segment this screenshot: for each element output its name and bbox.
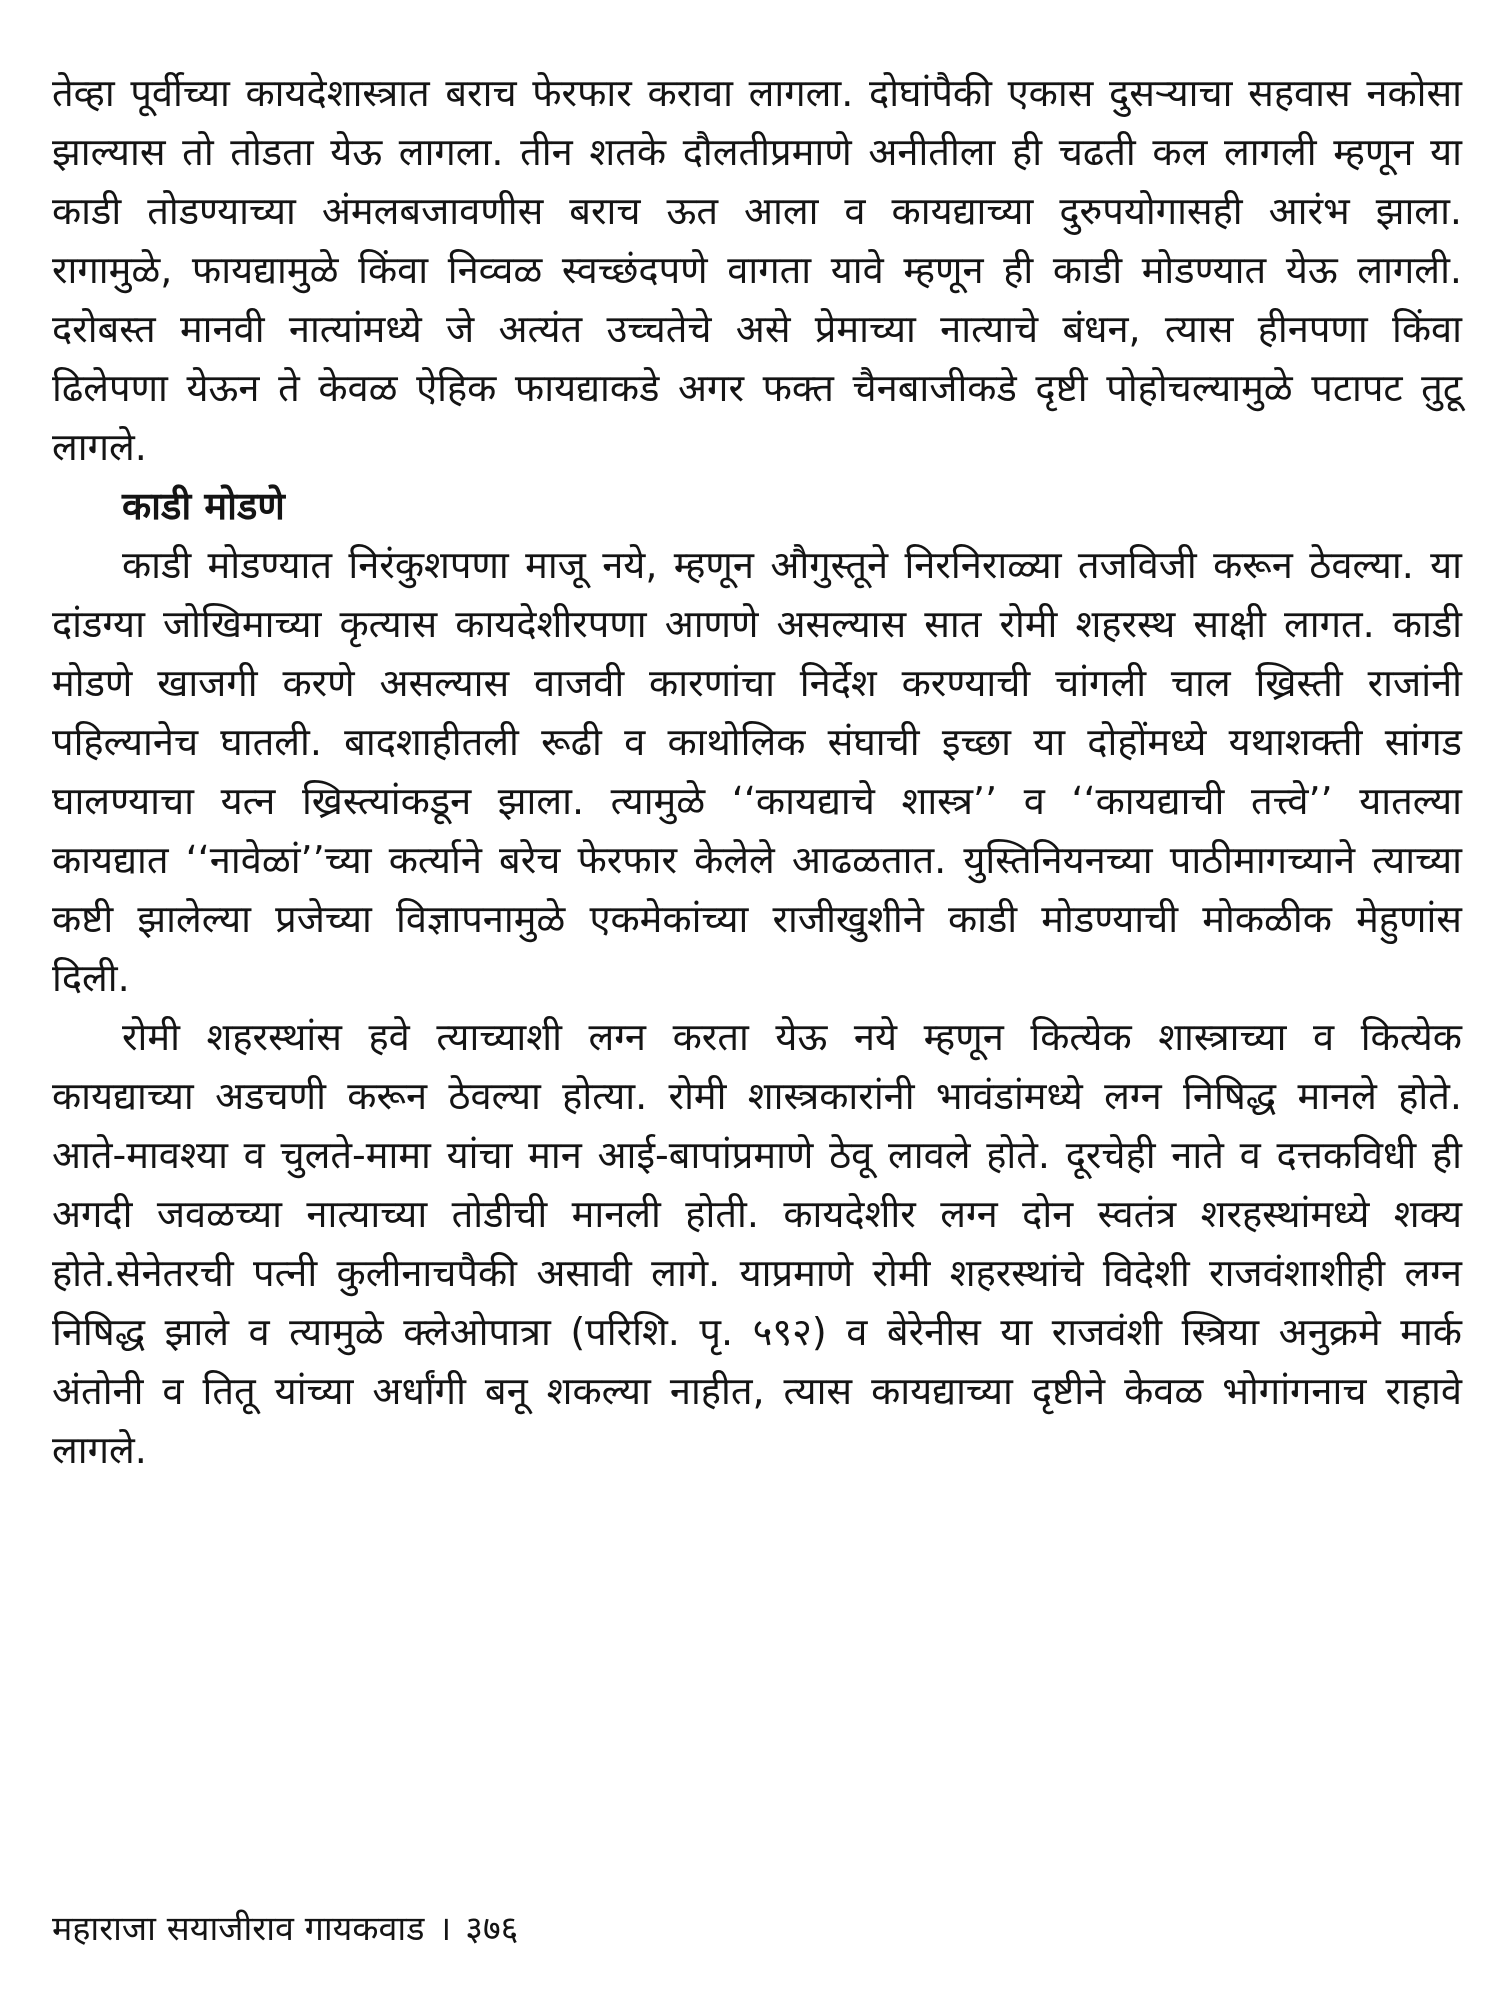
paragraph-divorce: काडी मोडण्यात निरंकुशपणा माजू नये, म्हणून औगुस्तूने निरनिराळ्या तजविजी करून ठेवल्या. या दांडग्या जोखिमाच्या कृत्यास कायदेशीरपणा आणणे असल्यास सात रोमी शहरस्थ साक्षी लागत. काडी मोडणे खाजगी करणे असल्यास वाजवी कारणांचा निर्देश करण्याची चांगली चाल ख्रिस्ती राजांनी पहिल्यानेच घातली. बादशाहीतली रूढी व काथोलिक संघाची इच्छा या दोहोंमध्ये यथाशक्ती सांगड घालण्याचा यत्न ख्रिस्त्यांकडून झाला. त्यामुळे ‘‘कायद्याचे शास्त्र’’ व ‘‘कायद्याची तत्त्वे’’ यातल्या कायद्यात ‘‘नावेळां’’च्या कर्त्याने बरेच फेरफार केलेले आढळतात. युस्तिनियनच्या पाठीमागच्याने त्याच्या कष्टी झालेल्या प्रजेच्या विज्ञापनामुळे एकमेकांच्या राजीखुशीने काडी मोडण्याची मोकळीक मेहुणांस दिली. — [52, 543, 1462, 1000]
page-body — [52, 64, 1462, 1480]
page-footer — [52, 1905, 518, 1953]
footer-book-title: महाराजा सयाजीराव गायकवाड — [52, 1909, 425, 1949]
paragraph-continued: तेव्हा पूर्वीच्या कायदेशास्त्रात बराच फेरफार करावा लागला. दोघांपैकी एकास दुसऱ्याचा सहवास नकोसा झाल्यास तो तोडता येऊ लागला. तीन शतके दौलतीप्रमाणे अनीतीला ही चढती कल लागली म्हणून या काडी तोडण्याच्या अंमलबजावणीस बराच ऊत आला व कायद्याच्या दुरुपयोगासही आरंभ झाला. रागामुळे, फायद्यामुळे किंवा निव्वळ स्वच्छंदपणे वागता यावे म्हणून ही काडी मोडण्यात येऊ लागली. दरोबस्त मानवी नात्यांमध्ये जे अत्यंत उच्चतेचे असे प्रेमाच्या नात्याचे बंधन, त्यास हीनपणा किंवा ढिलेपणा येऊन ते केवळ ऐहिक फायद्याकडे अगर फक्त चैनबाजीकडे दृष्टी पोहोचल्यामुळे पटापट तुटू लागले. — [52, 71, 1462, 469]
footer-separator: । — [438, 1909, 452, 1949]
paragraph-marriage-restrictions: रोमी शहरस्थांस हवे त्याच्याशी लग्न करता येऊ नये म्हणून कित्येक शास्त्राच्या व कित्येक कायद्याच्या अडचणी करून ठेवल्या होत्या. रोमी शास्त्रकारांनी भावंडांमध्ये लग्न निषिद्ध मानले होते. आते-मावश्या व चुलते-मामा यांचा मान आई-बापांप्रमाणे ठेवू लावले होते. दूरचेही नाते व दत्तकविधी ही अगदी जवळच्या नात्याच्या तोडीची मानली होती. कायदेशीर लग्न दोन स्वतंत्र शरहस्थांमध्ये शक्य होते.सेनेतरची पत्नी कुलीनाचपैकी असावी लागे. याप्रमाणे रोमी शहरस्थांचे विदेशी राजवंशाशीही लग्न निषिद्ध झाले व त्यामुळे क्लेओपात्रा (परिशि. पृ. ५९२) व बेरेनीस या राजवंशी स्त्रिया अनुक्रमे मार्क अंतोनी व तितू यांच्या अर्धांगी बनू शकल्या नाहीत, त्यास कायद्याच्या दृष्टीने केवळ भोगांगनाच राहावे लागले. — [52, 1015, 1462, 1472]
page-number: ३७६ — [465, 1909, 519, 1949]
section-heading: काडी मोडणे — [122, 484, 285, 528]
